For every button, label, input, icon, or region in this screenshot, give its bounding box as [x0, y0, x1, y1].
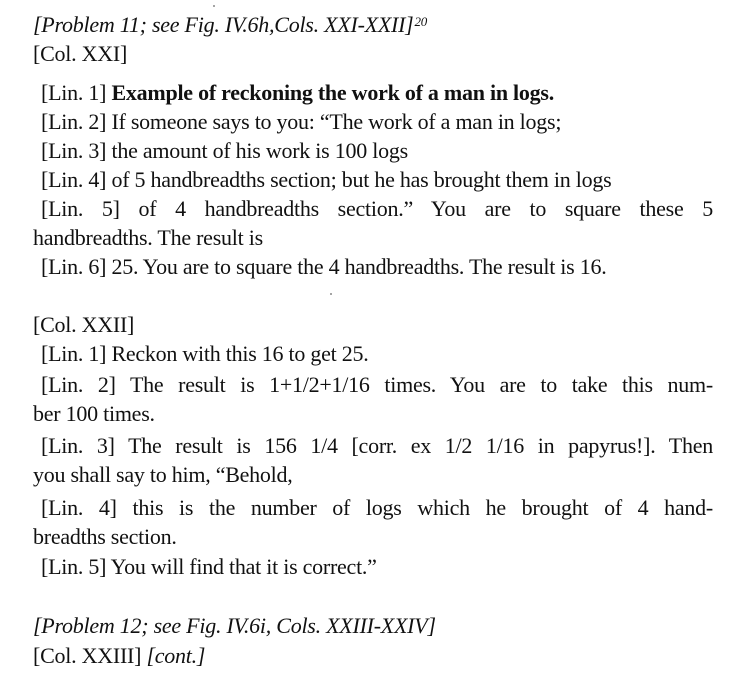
- col-xxii-lin-4-cont: breadths section.: [33, 524, 177, 549]
- problem-11-heading-text: [Problem 11; see Fig. IV.6h,Cols. XXI-XXII]: [33, 12, 414, 37]
- cont-note: [cont.]: [146, 643, 206, 668]
- line-text: this is the number of logs which he brought of 4 hand-: [132, 495, 714, 520]
- col-xxi-lin-5-cont: handbreadths. The result is: [33, 225, 263, 250]
- col-xxi-lin-1: [41, 78, 554, 107]
- col-xxiii-label: [33, 641, 205, 670]
- line-text: If someone says to you: “The work of a man in logs;: [111, 109, 562, 134]
- col-xxii-lin-4: [41, 493, 713, 522]
- footnote-marker: 20: [414, 14, 427, 29]
- problem-11-title: Example of reckoning the work of a man in logs.: [111, 80, 554, 105]
- line-text: of 5 handbreadths section; but he has brought them in logs: [111, 167, 612, 192]
- col-xxii-lin-5: [41, 552, 377, 581]
- line-marker: [Lin. 2]: [41, 372, 116, 397]
- problem-12-heading: [Problem 12; see Fig. IV.6i, Cols. XXIII-XXIV]: [33, 613, 436, 638]
- col-xxii-lin-2-cont: ber 100 times.: [33, 401, 155, 426]
- col-xxii-lin-3: [41, 431, 713, 460]
- col-xxii-lin-3-cont: you shall say to him, “Behold,: [33, 462, 293, 487]
- col-xxiii-text: [Col. XXIII]: [33, 643, 142, 668]
- line-marker: [Lin. 4]: [41, 167, 107, 192]
- line-text: the amount of his work is 100 logs: [111, 138, 408, 163]
- col-xxii-lin-1: [41, 339, 369, 368]
- line-text: The result is 156 1/4 [corr. ex 1/2 1/16 in papyrus!]. Then: [128, 433, 714, 458]
- line-marker: [Lin. 5]: [41, 554, 107, 579]
- scan-speck: [213, 5, 215, 7]
- line-text: of 4 handbreadths section.” You are to square these 5: [138, 196, 713, 221]
- line-marker: [Lin. 6]: [41, 254, 107, 279]
- col-xxi-lin-3: [41, 136, 408, 165]
- line-marker: [Lin. 4]: [41, 495, 117, 520]
- col-xxi-lin-6: [41, 252, 606, 281]
- col-xxii-lin-2: [41, 370, 713, 399]
- col-xxi-lin-4: [41, 165, 611, 194]
- line-marker: [Lin. 1]: [41, 341, 107, 366]
- scan-speck: [330, 293, 332, 295]
- col-xxi-lin-5: [41, 194, 713, 223]
- line-text: You will find that it is correct.”: [110, 554, 377, 579]
- problem-11-heading: [33, 10, 427, 39]
- col-xxi-label: [Col. XXI]: [33, 41, 128, 66]
- line-text: The result is 1+1/2+1/16 times. You are to take this num-: [129, 372, 713, 397]
- line-text: 25. You are to square the 4 handbreadths. The result is 16.: [111, 254, 607, 279]
- line-text: Reckon with this 16 to get 25.: [111, 341, 369, 366]
- line-marker: [Lin. 1]: [41, 80, 107, 105]
- line-marker: [Lin. 5]: [41, 196, 120, 221]
- line-marker: [Lin. 2]: [41, 109, 107, 134]
- line-marker: [Lin. 3]: [41, 138, 107, 163]
- line-marker: [Lin. 3]: [41, 433, 115, 458]
- col-xxii-label: [Col. XXII]: [33, 312, 135, 337]
- col-xxi-lin-2: [41, 107, 561, 136]
